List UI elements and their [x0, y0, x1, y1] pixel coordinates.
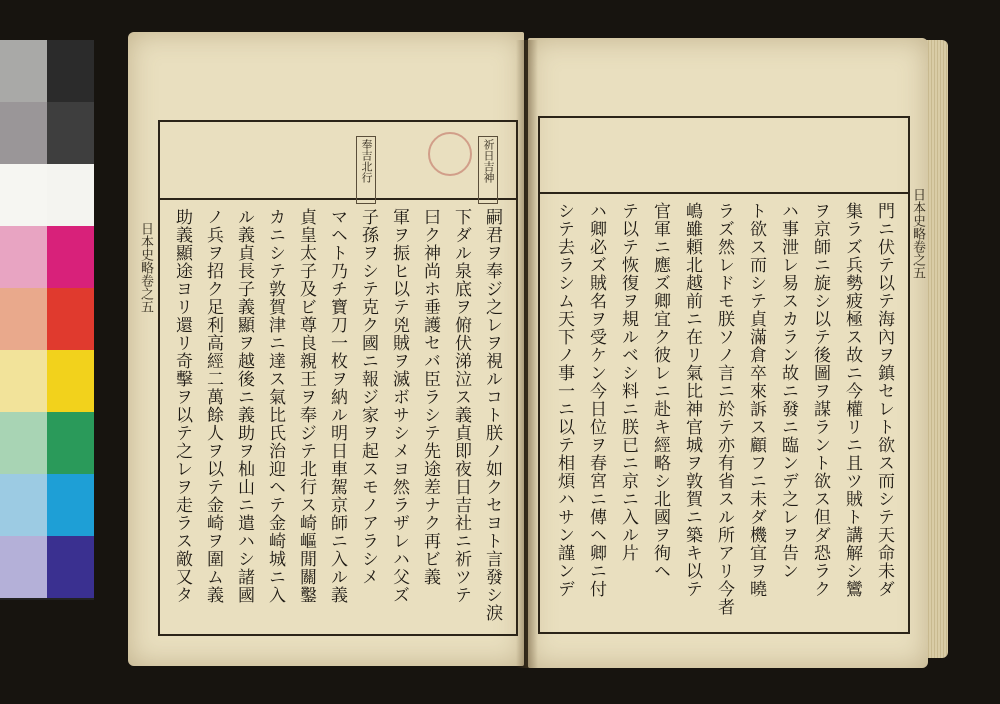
left-header-band	[160, 122, 516, 200]
color-swatch	[47, 536, 94, 598]
color-swatch	[0, 40, 47, 102]
text-column: ノ兵ヲ招ク足利高經二萬餘人ヲ以テ金崎ヲ圍ム義	[203, 208, 223, 604]
color-swatch	[47, 412, 94, 474]
color-swatch	[47, 226, 94, 288]
right-header-band	[540, 118, 908, 194]
color-swatch	[47, 164, 94, 226]
text-column: 嗣君ヲ奉ジ之レヲ視ルコト朕ノ如クセヨト言發シ淚	[482, 208, 502, 622]
text-column: 貞皇太子及ビ尊良親王ヲ奉ジテ北行ス崎嶇閒關鑿	[296, 208, 316, 604]
color-swatch	[47, 474, 94, 536]
right-text-frame	[538, 116, 910, 634]
color-calibration-chart	[0, 40, 94, 600]
color-swatch	[0, 474, 47, 536]
text-column: ハ卿必ズ賊名ヲ受ケン今日位ヲ春宮ニ傳ヘ卿ニ付	[586, 202, 606, 598]
text-column: ル義貞長子義顯ヲ越後ニ義助ヲ杣山ニ遣ハシ諸國	[234, 208, 254, 604]
text-column: 曰ク神尚ホ垂護セバ臣ラシテ先途差ナク再ビ義	[420, 208, 440, 586]
left-text-frame	[158, 120, 518, 636]
color-swatch	[47, 288, 94, 350]
color-swatch	[47, 102, 94, 164]
text-column: シテ去ラシム天下ノ事一ニ以テ相煩ハサン謹ンデ	[554, 202, 574, 598]
text-column: 官軍ニ應ズ卿宜ク彼レニ赴キ經略シ北國ヲ徇ヘ	[650, 202, 670, 580]
color-swatch	[0, 412, 47, 474]
color-swatch	[0, 226, 47, 288]
text-column: 門ニ伏テ以テ海內ヲ鎮セレト欲ス而シテ天命未ダ	[874, 202, 894, 598]
text-column: テ以テ恢復ヲ規ルベシ料ニ朕已ニ京ニ入ル片	[618, 202, 638, 562]
color-swatch	[47, 350, 94, 412]
text-column: ラズ然レドモ朕ソノ言ニ於テ亦有省スル所アリ今者	[714, 202, 734, 616]
headnote-left: 奉吉北行	[356, 136, 376, 204]
right-page	[528, 38, 928, 668]
left-text-columns	[166, 208, 510, 626]
color-swatch	[0, 536, 47, 598]
color-swatch	[0, 164, 47, 226]
headnote-right: 祈日吉神	[478, 136, 498, 204]
text-column: 嶋雖頼北越前ニ在リ氣比神官城ヲ敦賀ニ築キ以テ	[682, 202, 702, 598]
text-column: マヘト乃チ寶刀一枚ヲ納ル明日車駕京師ニ入ル義	[327, 208, 347, 604]
text-column: 子孫ヲシテ克ク國ニ報ジ家ヲ起スモノアラシメ	[358, 208, 378, 586]
color-swatch	[0, 350, 47, 412]
text-column: ト欲ス而シテ貞滿倉卒來訴ス顧フニ未ダ機宜ヲ曉	[746, 202, 766, 598]
book-gutter	[516, 40, 538, 668]
text-column: 助義顯途ヨリ還リ奇擊ヲ以テ之レヲ走ラス敵又タ	[172, 208, 192, 604]
color-swatch	[0, 288, 47, 350]
left-page	[128, 32, 524, 666]
left-page-margin-title: 日本史略卷之五	[138, 222, 153, 313]
text-column: カニシテ敦賀津ニ達ス氣比氏治迎ヘテ金崎城ニ入	[265, 208, 285, 604]
text-column: 下ダル泉底ヲ俯伏涕泣ス義貞即夜日吉社ニ祈ツテ	[451, 208, 471, 604]
seal-stamp	[428, 132, 472, 176]
text-column: ハ事泄レ易スカラン故ニ發ニ臨ンデ之レヲ告ン	[778, 202, 798, 580]
right-text-columns	[546, 202, 902, 626]
color-swatch	[47, 40, 94, 102]
text-column: 軍ヲ振ヒ以テ兇賊ヲ滅ボサシメヨ然ラザレハ父ズ	[389, 208, 409, 604]
color-swatch	[0, 102, 47, 164]
right-page-margin-title: 日本史略卷之五	[910, 188, 925, 279]
text-column: ヲ京師ニ旋シ以テ後圖ヲ謀ラント欲ス但ダ恐ラク	[810, 202, 830, 598]
text-column: 集ラズ兵勢疲極ス故ニ今權リニ且ツ賊ト講解シ鸞	[842, 202, 862, 598]
